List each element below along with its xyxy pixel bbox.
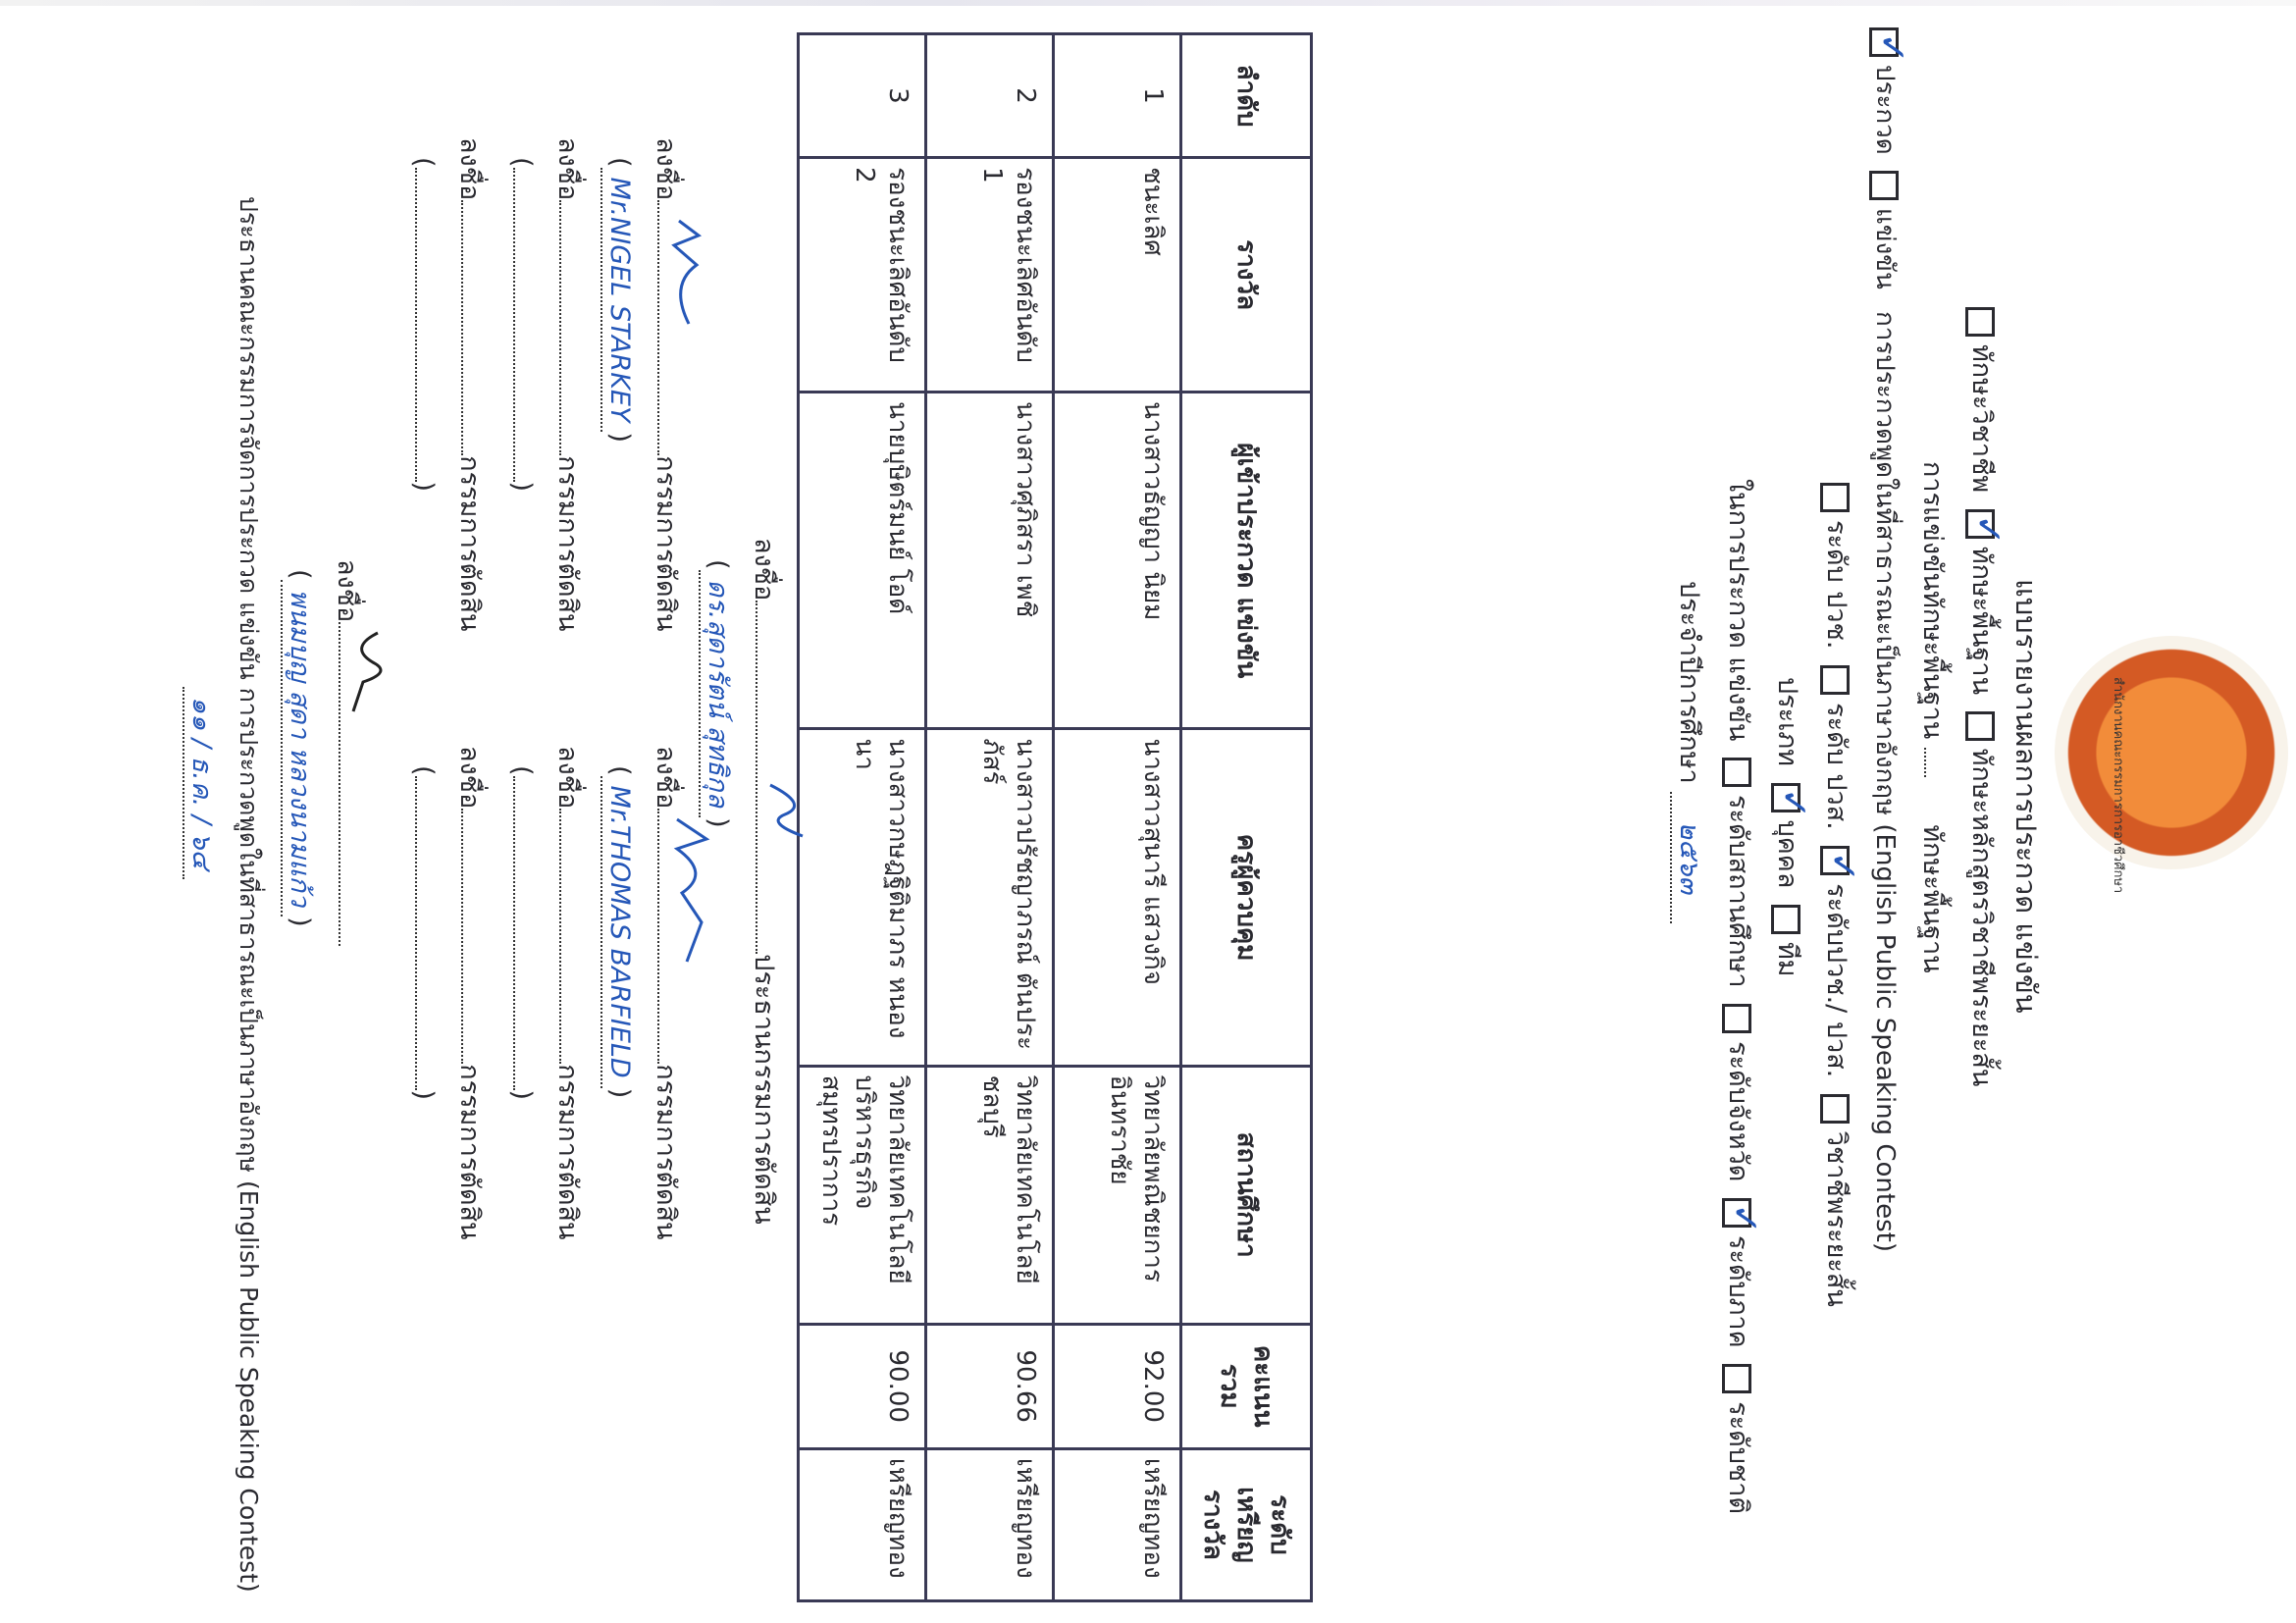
seal-label: สำนักงานคณะกรรมการการอาชีวศึกษา <box>2111 677 2125 894</box>
judge1-sign-line: ลงชื่อกรรมการตัดสิน <box>651 137 681 632</box>
date-line: ๑๑ / ธ.ค. / ๖๔ <box>183 687 218 879</box>
judge2-name-line: (Mr.THOMAS BARFIELD) <box>600 765 636 1098</box>
cell-award: รองชนะเลิศอันดับ 1 <box>926 158 1054 393</box>
checkbox[interactable] <box>1723 1004 1752 1033</box>
cell-score: 90.00 <box>799 1324 926 1448</box>
chair-signature <box>756 775 814 844</box>
table-row <box>1054 34 1181 1601</box>
judge3-sign-line: ลงชื่อกรรมการตัดสิน <box>552 137 583 632</box>
cell-score: 90.66 <box>926 1324 1054 1448</box>
president-role: ประธานคณะกรรมการจัดการประกวด แข่งขัน การประกวดพูดในที่สาธารณะเป็นภาษาอังกฤษ (English Public Speaking Contest) <box>235 196 263 1593</box>
president-signature <box>339 628 397 716</box>
checkbox[interactable] <box>1772 905 1801 934</box>
judge3-name-line: () <box>506 157 537 493</box>
checkbox[interactable] <box>1870 171 1900 200</box>
cell-teacher: นางสาวปรัชญาภรณ์ ตันประภัสร์ <box>926 729 1054 1066</box>
judge1-signature <box>659 216 708 334</box>
form-title: แบบรายงานผลการประกวด แข่งขัน <box>2009 579 2043 1014</box>
checkbox[interactable] <box>1723 758 1752 787</box>
cell-no: 3 <box>799 34 926 158</box>
judge2-sign-line: ลงชื่อกรรมการตัดสิน <box>651 746 681 1240</box>
checkbox[interactable] <box>1966 307 1996 337</box>
cell-teacher: นางสาวกษฎฐิติมาภร หนองนา <box>799 729 926 1066</box>
line-contest: ✓ ประกวด แข่งขัน การประกวดพูดในที่สาธารณะเป็นภาษาอังกฤษ (English Public Speaking Contest) <box>1868 20 1902 1252</box>
cell-contestant: นายบุษิตร์มนย์ โอด์ <box>799 393 926 729</box>
president-name-line: (พนมบุญ สุดา หลวงนามแก้ว) <box>281 569 316 927</box>
cell-medal: เหรียญทอง <box>799 1448 926 1600</box>
president-sign-line: ลงชื่อ <box>330 559 363 946</box>
judge5-name-line: () <box>408 157 439 493</box>
line-year: ประจำปีการศึกษา ๒๕๖๓ <box>1670 581 1705 923</box>
cell-school: วิทยาลัยพณิชยการอินทราชัย <box>1054 1066 1181 1324</box>
col-teacher: ครูผู้ควบคุม <box>1181 729 1312 1066</box>
line-skill-name: การแข่งขันทักษะพื้นฐาน ทักษะพื้นฐาน <box>1917 461 1948 973</box>
col-award: รางวัล <box>1181 158 1312 393</box>
judge2-signature <box>662 814 716 971</box>
judge5-sign-line: ลงชื่อกรรมการตัดสิน <box>454 137 485 632</box>
checkbox[interactable] <box>1821 483 1851 512</box>
cell-no: 1 <box>1054 34 1181 158</box>
line-contest-levels: ในการประกวด แข่งขัน ระดับสถานศึกษา ระดับจังหวัด ✓ ระดับภาค ระดับชาติ <box>1723 479 1768 1514</box>
seal-logo <box>2055 636 2288 869</box>
cell-contestant: นางสาวศุภิสรา เพชิ <box>926 393 1054 729</box>
judge6-sign-line: ลงชื่อกรรมการตัดสิน <box>454 746 485 1240</box>
checkbox[interactable] <box>1821 1094 1851 1124</box>
results-table <box>797 32 1313 1602</box>
cell-medal: เหรียญทอง <box>926 1448 1054 1600</box>
checkbox-checked[interactable]: ✓ <box>1723 1198 1752 1228</box>
cell-award: ชนะเลิศ <box>1054 158 1181 393</box>
checkbox-checked[interactable]: ✓ <box>1870 27 1900 57</box>
col-contestant: ผู้เข้าประกวด แข่งขัน <box>1181 393 1312 729</box>
cell-score: 92.00 <box>1054 1324 1181 1448</box>
judge1-name-line: (Mr.NIGEL STARKEY) <box>600 157 636 443</box>
judge4-name-line: () <box>506 765 537 1101</box>
col-school: สถานศึกษา <box>1181 1066 1312 1324</box>
judge6-name-line: () <box>408 765 439 1101</box>
col-score: คะแนน รวม <box>1181 1324 1312 1448</box>
table-header-row <box>1181 34 1312 1601</box>
line-levels: ระดับ ปวช. ระดับ ปวส. ✓ ระดับปวช./ ปวส. วิชาชีพระยะสั้น <box>1819 475 1852 1307</box>
chair-name-line: (ดร.สุดารัตน์ สุทธิกุล) <box>699 559 734 828</box>
table-row <box>926 34 1054 1601</box>
line-skill-types: ทักษะวิชาชีพ ✓ ทักษะพื้นฐาน ทักษะหลักสูตรวิชาชีพระยะสั้น <box>1964 299 1998 1086</box>
cell-no: 2 <box>926 34 1054 158</box>
checkbox-checked[interactable]: ✓ <box>1772 783 1801 812</box>
cell-teacher: นางสาวสุนารี แสวงกิจ <box>1054 729 1181 1066</box>
table-row <box>799 34 926 1601</box>
chair-sign-line: ลงชื่อประธานกรรมการตัดสิน <box>749 538 779 1225</box>
line-category: ประเภท ✓ บุคคล ทีม <box>1772 677 1817 977</box>
checkbox[interactable] <box>1723 1364 1752 1393</box>
checkbox[interactable] <box>1821 665 1851 695</box>
col-no: ลำดับ <box>1181 34 1312 158</box>
checkbox[interactable] <box>1966 711 1996 741</box>
col-medal: ระดับ เหรียญ รางวัล <box>1181 1448 1312 1600</box>
checkbox-checked[interactable]: ✓ <box>1821 846 1851 875</box>
cell-medal: เหรียญทอง <box>1054 1448 1181 1600</box>
cell-contestant: นางสาวธัญญา นิยม <box>1054 393 1181 729</box>
cell-award: รองชนะเลิศอันดับ 2 <box>799 158 926 393</box>
checkbox-checked[interactable]: ✓ <box>1966 509 1996 539</box>
cell-school: วิทยาลัยเทคโนโลยีบริหารธุรกิจสมุทรปราการ <box>799 1066 926 1324</box>
cell-school: วิทยาลัยเทคโนโลยีชลบุรี <box>926 1066 1054 1324</box>
judge4-sign-line: ลงชื่อกรรมการตัดสิน <box>552 746 583 1240</box>
